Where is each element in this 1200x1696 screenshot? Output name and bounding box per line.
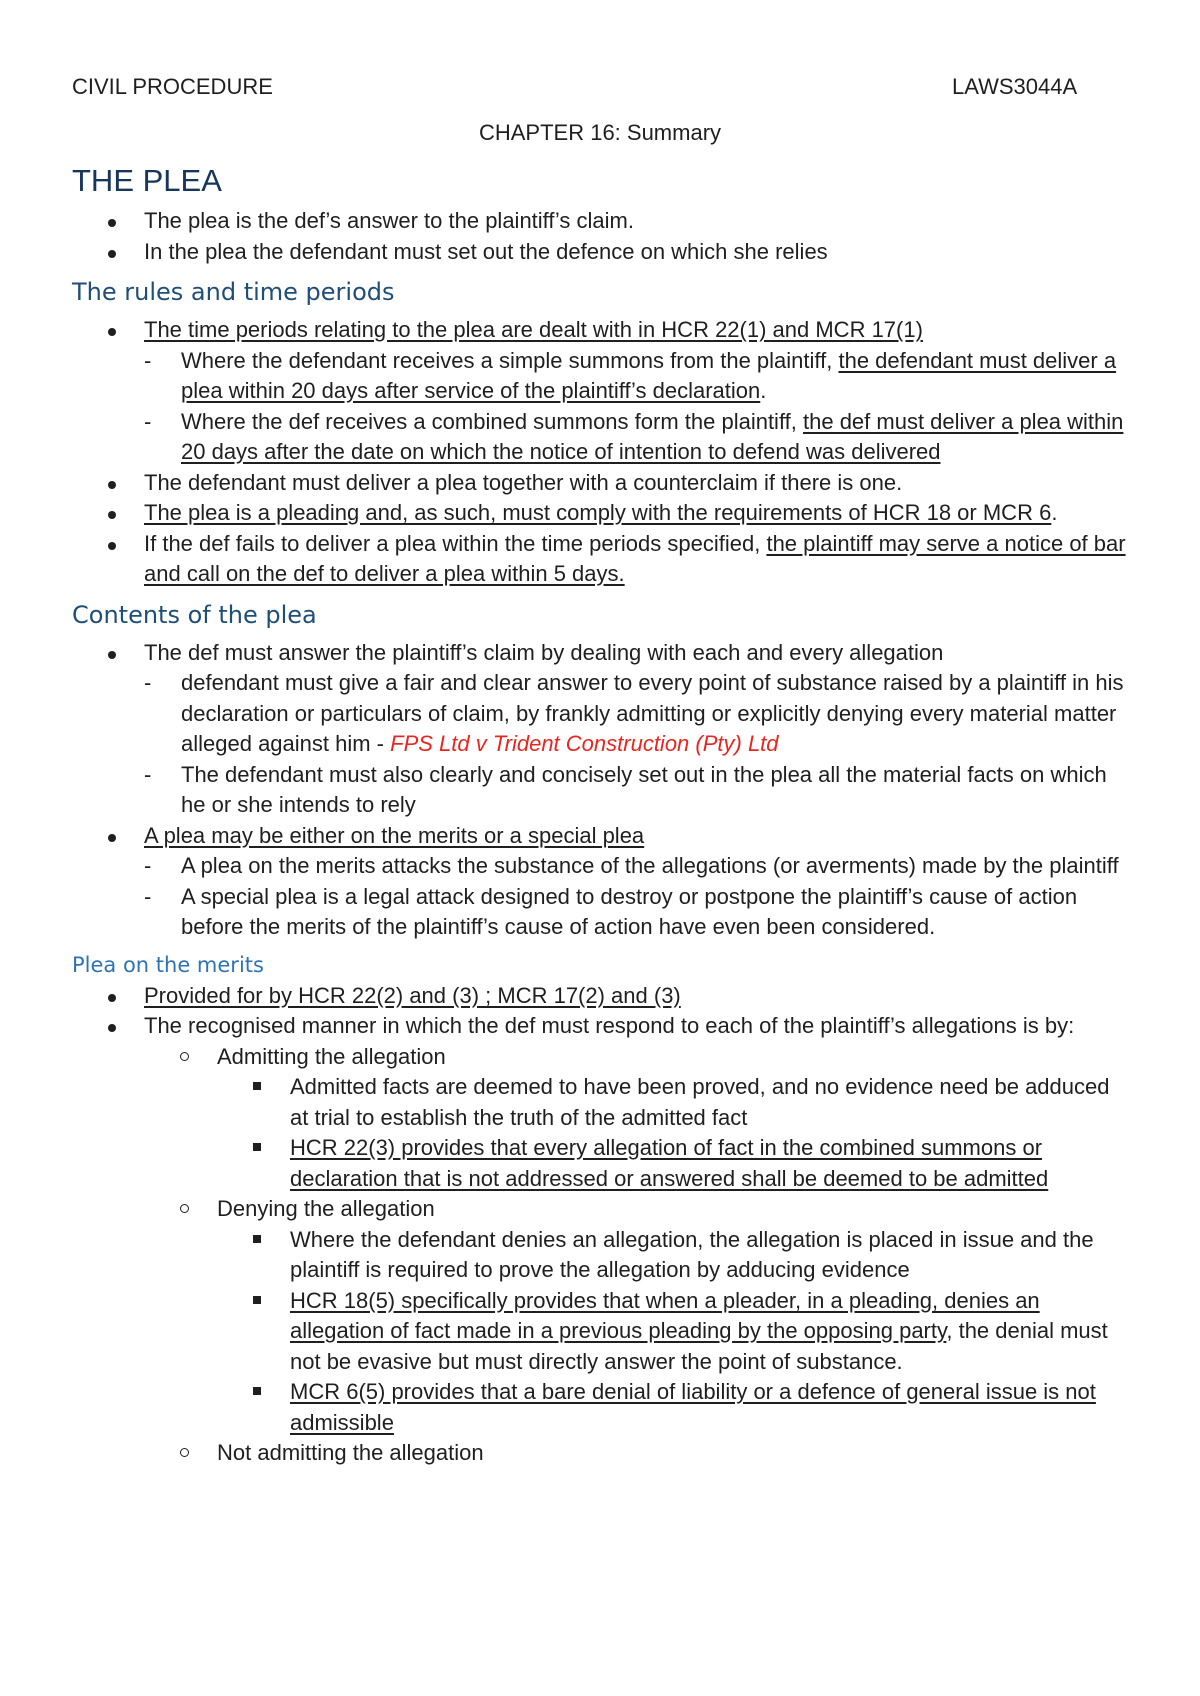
chapter-subtitle: CHAPTER 16: Summary bbox=[478, 120, 722, 145]
list-item: - defendant must give a fair and clear answer to every point of substance raised by a plaintiff in his declaration or particulars of claim, by frankly admitting or explicitly denying every material matter alleged against him - FPS Ltd v Trident Construction (Pty) Ltd bbox=[144, 670, 1124, 756]
bullet-icon bbox=[108, 481, 116, 489]
list-item: The defendant must deliver a plea together with a counterclaim if there is one. bbox=[72, 468, 1132, 499]
list-item: HCR 22(3) provides that every allegation of fact in the combined summons or declaration that is not addressed or answered shall be deemed to be admitted bbox=[217, 1133, 1132, 1194]
list-item: Denying the allegation Where the defendant denies an allegation, the allegation is placed in issue and the plaintiff is required to prove the allegation by adducing evidence HCR 18(5) specifically provides that when a pleader, in a pleading, denies an allegation of fact made in a previous pleading by the opposing party, the denial must not be evasive but must directly answer the point of substance. MCR 6(5) provides that a bare denial of liability or a defence of general issue is not admissible bbox=[144, 1194, 1132, 1438]
list-item: HCR 18(5) specifically provides that when a pleader, in a pleading, denies an allegation of fact made in a previous pleading by the opposing party, the denial must not be evasive but must directly answer the point of substance. bbox=[217, 1286, 1132, 1378]
sub-sub-list bbox=[217, 1072, 1132, 1194]
bullet-icon bbox=[108, 994, 116, 1002]
circle-bullet-icon bbox=[180, 1204, 189, 1213]
bullet-icon bbox=[108, 1024, 116, 1032]
list-item: The time periods relating to the plea are dealt with in HCR 22(1) and MCR 17(1) - Where the defendant receives a simple summons from the plaintiff, the defendant must deliver a plea within 20 days after service of the plaintiff’s declaration. - Where the def receives a combined summons form the plaintiff, the def must deliver a plea within 20 days after the date on which the notice of intention to defend was delivered bbox=[72, 315, 1132, 468]
list-item: If the def fails to deliver a plea within the time periods specified, the plaintiff may serve a notice of bar and call on the def to deliver a plea within 5 days. bbox=[72, 529, 1132, 590]
sub-sub-list bbox=[217, 1225, 1132, 1439]
square-bullet-icon bbox=[253, 1296, 261, 1304]
header-code: LAWS3044A bbox=[952, 74, 1078, 99]
list-item: Provided for by HCR 22(2) and (3) ; MCR 17(2) and (3) bbox=[72, 981, 1132, 1012]
list-item: In the plea the defendant must set out the defence on which she relies bbox=[72, 237, 1132, 268]
plea-bullets bbox=[72, 206, 1132, 267]
bullet-icon bbox=[108, 250, 116, 258]
list-item: - The defendant must also clearly and concisely set out in the plea all the material facts on which he or she intends to rely bbox=[144, 761, 1107, 817]
heading-contents-of-plea: Contents of the plea bbox=[72, 600, 317, 629]
merits-bullets bbox=[72, 981, 1132, 1469]
bullet-icon bbox=[108, 834, 116, 842]
list-item: MCR 6(5) provides that a bare denial of liability or a defence of general issue is not admissible bbox=[217, 1377, 1132, 1438]
circle-bullet-icon bbox=[180, 1052, 189, 1061]
sub-list bbox=[144, 1042, 1132, 1469]
dash-icon: - bbox=[144, 883, 152, 909]
square-bullet-icon bbox=[253, 1143, 261, 1151]
dash-icon: - bbox=[144, 853, 152, 878]
list-item: - Where the def receives a combined summons form the plaintiff, the def must deliver a plea within 20 days after the date on which the notice of intention to defend was delivered bbox=[144, 408, 1124, 464]
square-bullet-icon bbox=[253, 1387, 261, 1395]
list-item: The recognised manner in which the def must respond to each of the plaintiff’s allegations is by: Admitting the allegation Admitted facts are deemed to have been proved, and no evidence need be adduced at trial to establish the truth of the admitted fact HCR 22(3) provides that every allegation of fact in the combined summons or declaration that is not addressed or answered shall be deemed to be admitted Denying the allegation Where the defendant denies an allegation, the allegation is placed in issue and the plaintiff is required to prove the allegation by adducing evidence HCR 18(5) specifically provides that when a pleader, in a pleading, denies an allegation of fact made in a previous pleading by the opposing party, the denial must not be evasive but must directly answer the point of substance. MCR 6(5) provides that a bare denial of liability or a defence of general issue is not admissible Not admitting the allegation bbox=[72, 1011, 1132, 1469]
bullet-icon bbox=[108, 511, 116, 519]
list-item: The plea is the def’s answer to the plaintiff’s claim. bbox=[72, 206, 1132, 237]
heading-plea-on-merits: Plea on the merits bbox=[72, 952, 264, 977]
list-item: Admitted facts are deemed to have been proved, and no evidence need be adduced at trial to establish the truth of the admitted fact bbox=[217, 1072, 1132, 1133]
list-item: - A plea on the merits attacks the substance of the allegations (or averments) made by the plaintiff bbox=[144, 851, 1132, 882]
heading-rules-time-periods: The rules and time periods bbox=[72, 278, 395, 306]
list-item: The plea is a pleading and, as such, must comply with the requirements of HCR 18 or MCR 6. bbox=[72, 498, 1132, 529]
sub-list bbox=[144, 851, 1132, 943]
square-bullet-icon bbox=[253, 1235, 261, 1243]
square-bullet-icon bbox=[253, 1082, 261, 1090]
rules-bullets bbox=[72, 315, 1132, 590]
case-citation: FPS Ltd v Trident Construction (Pty) Ltd bbox=[390, 731, 779, 756]
list-item: A plea may be either on the merits or a special plea - A plea on the merits attacks the substance of the allegations (or averments) made by the plaintiff - A special plea is a legal attack designed to destroy or postpone the plaintiff’s cause of action before the merits of the plaintiff’s cause of action have even been considered. bbox=[72, 821, 1132, 943]
bullet-icon bbox=[108, 328, 116, 336]
dash-icon: - bbox=[144, 347, 152, 373]
sub-list bbox=[144, 346, 1132, 468]
document-body bbox=[72, 162, 1132, 1469]
bullet-icon bbox=[108, 651, 116, 659]
dash-icon: - bbox=[144, 408, 152, 434]
bullet-icon bbox=[108, 219, 116, 227]
list-item: - A special plea is a legal attack designed to destroy or postpone the plaintiff’s cause of action before the merits of the plaintiff’s cause of action have even been considered. bbox=[144, 883, 1078, 939]
circle-bullet-icon bbox=[180, 1448, 189, 1457]
list-item: Not admitting the allegation bbox=[144, 1438, 1132, 1469]
list-item: Where the defendant denies an allegation, the allegation is placed in issue and the plaintiff is required to prove the allegation by adducing evidence bbox=[217, 1225, 1132, 1286]
dash-icon: - bbox=[144, 761, 152, 787]
list-item: - Where the defendant receives a simple summons from the plaintiff, the defendant must deliver a plea within 20 days after service of the plaintiff’s declaration. bbox=[144, 347, 1117, 403]
sub-list bbox=[144, 668, 1132, 821]
bullet-icon bbox=[108, 542, 116, 550]
header-course: CIVIL PROCEDURE bbox=[72, 74, 273, 99]
list-item: The def must answer the plaintiff’s claim by dealing with each and every allegation - defendant must give a fair and clear answer to every point of substance raised by a plaintiff in his declaration or particulars of claim, by frankly admitting or explicitly denying every material matter alleged against him - FPS Ltd v Trident Construction (Pty) Ltd - The defendant must also clearly and concisely set out in the plea all the material facts on which he or she intends to rely bbox=[72, 638, 1132, 821]
heading-the-plea: THE PLEA bbox=[72, 163, 222, 198]
dash-icon: - bbox=[144, 670, 152, 695]
list-item: Admitting the allegation Admitted facts are deemed to have been proved, and no evidence need be adduced at trial to establish the truth of the admitted fact HCR 22(3) provides that every allegation of fact in the combined summons or declaration that is not addressed or answered shall be deemed to be admitted bbox=[144, 1042, 1132, 1195]
contents-bullets bbox=[72, 638, 1132, 943]
